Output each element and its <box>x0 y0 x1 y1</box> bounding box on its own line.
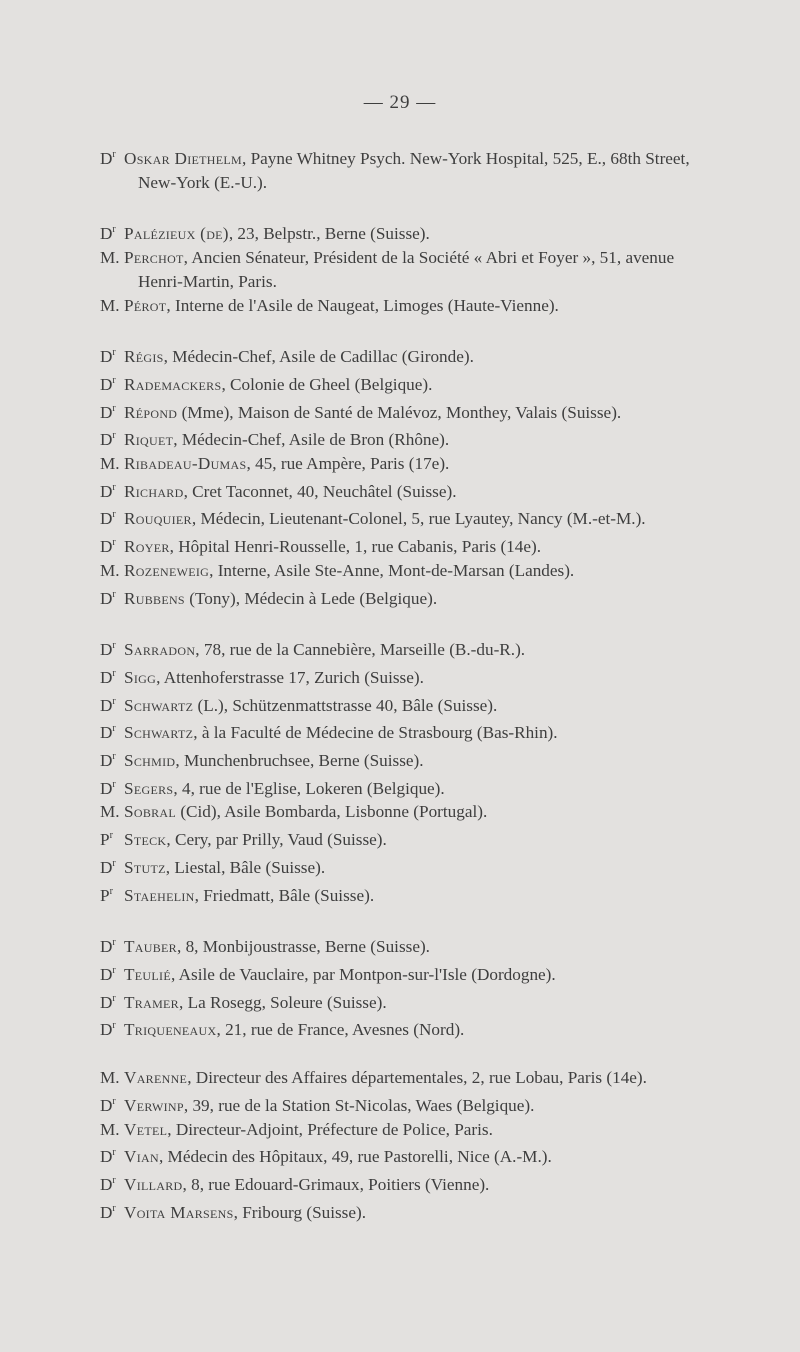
entry-title-sup: r <box>112 374 116 386</box>
entry-title <box>100 341 124 369</box>
entry-details: , Directeur-Adjoint, Préfecture de Police, Paris. <box>167 1119 493 1139</box>
entry-details: , à la Faculté de Médecine de Strasbourg (Bas-Rhin). <box>193 723 558 743</box>
entry-title <box>100 294 124 318</box>
entry-group <box>100 634 710 907</box>
entry-title-text: D <box>100 481 113 501</box>
list-entry <box>100 218 710 246</box>
entry-details: , Hôpital Henri-Rousselle, 1, rue Cabanis, Paris (14e). <box>169 537 542 557</box>
entry-title-sup: r <box>112 402 116 414</box>
entry-details: , 4, rue de l'Eglise, Lokeren (Belgique). <box>173 778 445 798</box>
entry-group <box>100 218 710 317</box>
entry-title-text: P <box>100 885 110 905</box>
entry-title-text: D <box>100 751 113 771</box>
entry-title <box>100 246 124 270</box>
entry-title-text: M. <box>100 454 120 474</box>
entry-title-text: D <box>100 857 113 877</box>
list-entry <box>100 1066 710 1090</box>
entry-group <box>100 143 710 194</box>
entry-name: Sigg <box>124 667 157 687</box>
entry-title <box>100 218 124 246</box>
entry-name: Sarradon <box>124 640 196 660</box>
entry-title-text: D <box>100 667 113 687</box>
entry-name: Sobral <box>124 802 177 822</box>
list-entry <box>100 773 710 801</box>
entry-title <box>100 717 124 745</box>
entry-name: Rouquier <box>124 509 192 529</box>
entry-name: Richard <box>124 481 184 501</box>
entry-title <box>100 852 124 880</box>
entry-title-text: D <box>100 224 113 244</box>
entry-name: Palézieux (de) <box>124 224 229 244</box>
list-entry <box>100 662 710 690</box>
entry-details: , 8, Monbijoustrasse, Berne (Suisse). <box>176 937 430 957</box>
list-entry <box>100 852 710 880</box>
entry-name: Rademackers <box>124 374 222 394</box>
entry-title-sup: r <box>112 1202 116 1214</box>
entry-name: Steck <box>124 830 167 850</box>
entry-details: , Interne de l'Asile de Naugeat, Limoges (Haute-Vienne). <box>166 295 559 315</box>
entry-details: (Mme), Maison de Santé de Malévoz, Monthey, Valais (Suisse). <box>177 402 622 422</box>
entry-title <box>100 662 124 690</box>
entry-name: Voita Marsens <box>124 1202 234 1222</box>
entry-details: , Asile de Vauclaire, par Montpon-sur-l'Isle (Dordogne). <box>170 964 556 984</box>
list-entry <box>100 1118 710 1142</box>
list-entry <box>100 1169 710 1197</box>
entry-name: Teulié <box>124 964 171 984</box>
entry-title-text: M. <box>100 295 120 315</box>
list-entry <box>100 341 710 369</box>
list-entry <box>100 476 710 504</box>
entry-name: Schwartz <box>124 695 194 715</box>
entry-title-sup: r <box>112 509 116 521</box>
entry-title-text: D <box>100 537 113 557</box>
list-entry <box>100 531 710 559</box>
entry-title-text: D <box>100 992 113 1012</box>
list-entry <box>100 1197 710 1225</box>
entry-details: , Fribourg (Suisse). <box>233 1202 367 1222</box>
entry-title-text: D <box>100 1020 113 1040</box>
entry-details: (L.), Schützenmattstrasse 40, Bâle (Suisse). <box>193 695 498 715</box>
entry-title-sup: r <box>112 537 116 549</box>
entry-details: , Médecin-Chef, Asile de Cadillac (Gironde). <box>163 347 474 367</box>
list-entry <box>100 880 710 908</box>
entry-name: Rozeneweig <box>124 560 210 580</box>
entry-title-sup: r <box>112 857 116 869</box>
list-entry <box>100 397 710 425</box>
entry-title <box>100 452 124 476</box>
entry-name: Staehelin <box>124 885 195 905</box>
entry-title-text: D <box>100 149 113 168</box>
entry-title-sup: r <box>109 885 113 897</box>
entry-title-sup: r <box>112 1147 116 1159</box>
entry-title-sup: r <box>112 588 116 600</box>
list-entry <box>100 634 710 662</box>
entry-title-text: D <box>100 1202 113 1222</box>
entry-details: (Tony), Médecin à Lede (Belgique). <box>184 588 438 608</box>
entry-title <box>100 987 124 1015</box>
list-entry <box>100 745 710 773</box>
entry-group <box>100 1066 710 1224</box>
list-entry <box>100 369 710 397</box>
entry-title <box>100 800 124 824</box>
entry-name: Schmid <box>124 751 176 771</box>
entry-title-sup: r <box>112 723 116 735</box>
entry-title-text: D <box>100 374 113 394</box>
list-entry <box>100 690 710 718</box>
entry-name: Vetel <box>124 1119 168 1139</box>
entry-group <box>100 931 710 1042</box>
page-number: — 29 — <box>363 92 437 113</box>
entry-details: , Médecin-Chef, Asile de Bron (Rhône). <box>173 430 450 450</box>
entry-title-text: D <box>100 347 113 367</box>
entry-details: , Médecin des Hôpitaux, 49, rue Pastorelli, Nice (A.-M.). <box>158 1147 552 1167</box>
entry-title-sup: r <box>112 481 116 493</box>
entry-title-sup: r <box>112 149 116 160</box>
entry-title <box>100 634 124 662</box>
entry-title <box>100 931 124 959</box>
entry-details: (Cid), Asile Bombarda, Lisbonne (Portugal). <box>176 802 488 822</box>
entry-details: , 23, Belpstr., Berne (Suisse). <box>228 224 430 244</box>
list-entry <box>100 987 710 1015</box>
entry-title-text: M. <box>100 248 120 268</box>
entry-title-text: D <box>100 778 113 798</box>
entry-title-text: D <box>100 695 113 715</box>
entry-title <box>100 824 124 852</box>
entry-title <box>100 959 124 987</box>
list-entry <box>100 824 710 852</box>
entry-title <box>100 424 124 452</box>
entry-title-text: D <box>100 1174 113 1194</box>
entry-details: , Colonie de Gheel (Belgique). <box>221 374 433 394</box>
entry-title-text: D <box>100 1095 113 1115</box>
entry-details: , Cery, par Prilly, Vaud (Suisse). <box>166 830 387 850</box>
entry-name: Riquet <box>124 430 174 450</box>
entry-title-text: D <box>100 964 113 984</box>
entry-title-text: M. <box>100 1119 120 1139</box>
entry-title-text: D <box>100 723 113 743</box>
member-list <box>100 143 710 1248</box>
entry-details: , 45, rue Ampère, Paris (17e). <box>246 454 450 474</box>
entry-title <box>100 1090 124 1118</box>
entry-title-text: D <box>100 937 113 957</box>
entry-title <box>100 1118 124 1142</box>
entry-title-sup: r <box>109 830 113 842</box>
list-entry <box>100 959 710 987</box>
entry-details: , 21, rue de France, Avesnes (Nord). <box>216 1020 465 1040</box>
entry-title-sup: r <box>112 992 116 1004</box>
entry-title-sup: r <box>112 1020 116 1032</box>
entry-details: , Attenhoferstrasse 17, Zurich (Suisse). <box>156 667 424 687</box>
list-entry <box>100 452 710 476</box>
entry-name: Tauber <box>124 937 177 957</box>
entry-title-sup: r <box>112 937 116 949</box>
entry-details: , 78, rue de la Cannebière, Marseille (B.-du-R.). <box>195 640 526 660</box>
list-entry <box>100 800 710 824</box>
entry-title <box>100 143 124 171</box>
list-entry <box>100 143 710 194</box>
entry-name: Ribadeau-Dumas <box>124 454 247 474</box>
entry-title-text: D <box>100 430 113 450</box>
entry-title-sup: r <box>112 778 116 790</box>
list-entry <box>100 559 710 583</box>
entry-title <box>100 531 124 559</box>
list-entry <box>100 1014 710 1042</box>
entry-title <box>100 880 124 908</box>
list-entry <box>100 1141 710 1169</box>
entry-name: Vian <box>124 1147 159 1167</box>
entry-title-sup: r <box>112 1095 116 1107</box>
entry-name: Tramer <box>124 992 179 1012</box>
entry-title-sup: r <box>112 224 116 236</box>
entry-details: , Ancien Sénateur, Président de la Société « Abri et Foyer », 51, avenue Henri-Martin, Paris. <box>138 248 675 291</box>
entry-name: Royer <box>124 537 170 557</box>
entry-details: , Payne Whitney Psych. New-York Hospital, 525, E., 68th Street, New-York (E.-U.). <box>138 149 690 192</box>
list-entry <box>100 246 710 293</box>
entry-title <box>100 559 124 583</box>
entry-details: , La Rosegg, Soleure (Suisse). <box>178 992 387 1012</box>
entry-title <box>100 583 124 611</box>
entry-title-sup: r <box>112 751 116 763</box>
entry-title-sup: r <box>112 430 116 442</box>
entry-details: , Munchenbruchsee, Berne (Suisse). <box>175 751 424 771</box>
entry-title <box>100 1066 124 1090</box>
entry-title <box>100 745 124 773</box>
entry-name: Régis <box>124 347 164 367</box>
entry-title <box>100 397 124 425</box>
entry-title-sup: r <box>112 347 116 359</box>
list-entry <box>100 424 710 452</box>
entry-name: Répond <box>124 402 178 422</box>
entry-title <box>100 476 124 504</box>
entry-title <box>100 1169 124 1197</box>
list-entry <box>100 294 710 318</box>
entry-title-sup: r <box>112 964 116 976</box>
entry-details: , Liestal, Bâle (Suisse). <box>165 857 326 877</box>
entry-title <box>100 1141 124 1169</box>
entry-details: , Interne, Asile Ste-Anne, Mont-de-Marsan (Landes). <box>209 560 575 580</box>
entry-title-sup: r <box>112 695 116 707</box>
entry-title-text: M. <box>100 1068 120 1088</box>
entry-name: Stutz <box>124 857 166 877</box>
entry-title <box>100 503 124 531</box>
entry-name: Pérot <box>124 295 167 315</box>
list-entry <box>100 717 710 745</box>
entry-title-text: D <box>100 1147 113 1167</box>
entry-name: Villard <box>124 1174 183 1194</box>
entry-details: , 39, rue de la Station St-Nicolas, Waes (Belgique). <box>183 1095 535 1115</box>
entry-title <box>100 773 124 801</box>
entry-name: Oskar Diethelm <box>124 149 242 168</box>
entry-title-text: D <box>100 509 113 529</box>
entry-title-text: D <box>100 588 113 608</box>
entry-name: Segers <box>124 778 174 798</box>
list-entry <box>100 1090 710 1118</box>
entry-details: , Cret Taconnet, 40, Neuchâtel (Suisse). <box>183 481 457 501</box>
entry-name: Varenne <box>124 1068 188 1088</box>
entry-title <box>100 1197 124 1225</box>
entry-title-text: D <box>100 640 113 660</box>
entry-name: Triqueneaux <box>124 1020 217 1040</box>
entry-details: , Médecin, Lieutenant-Colonel, 5, rue Lyautey, Nancy (M.-et-M.). <box>191 509 646 529</box>
entry-title-sup: r <box>112 1174 116 1186</box>
entry-details: , 8, rue Edouard-Grimaux, Poitiers (Vienne). <box>182 1174 490 1194</box>
entry-details: , Directeur des Affaires départementales, 2, rue Lobau, Paris (14e). <box>187 1068 647 1088</box>
entry-details: , Friedmatt, Bâle (Suisse). <box>194 885 375 905</box>
entry-name: Perchot <box>124 248 184 268</box>
entry-title-sup: r <box>112 667 116 679</box>
entry-name: Schwartz <box>124 723 194 743</box>
list-entry <box>100 503 710 531</box>
entry-name: Verwinp <box>124 1095 184 1115</box>
entry-title-text: M. <box>100 802 120 822</box>
entry-group <box>100 341 710 610</box>
entry-title <box>100 369 124 397</box>
list-entry <box>100 583 710 611</box>
entry-title-text: M. <box>100 560 120 580</box>
entry-title-text: D <box>100 402 113 422</box>
list-entry <box>100 931 710 959</box>
entry-title-text: P <box>100 830 110 850</box>
entry-name: Rubbens <box>124 588 185 608</box>
entry-title <box>100 690 124 718</box>
entry-title-sup: r <box>112 640 116 652</box>
entry-title <box>100 1014 124 1042</box>
